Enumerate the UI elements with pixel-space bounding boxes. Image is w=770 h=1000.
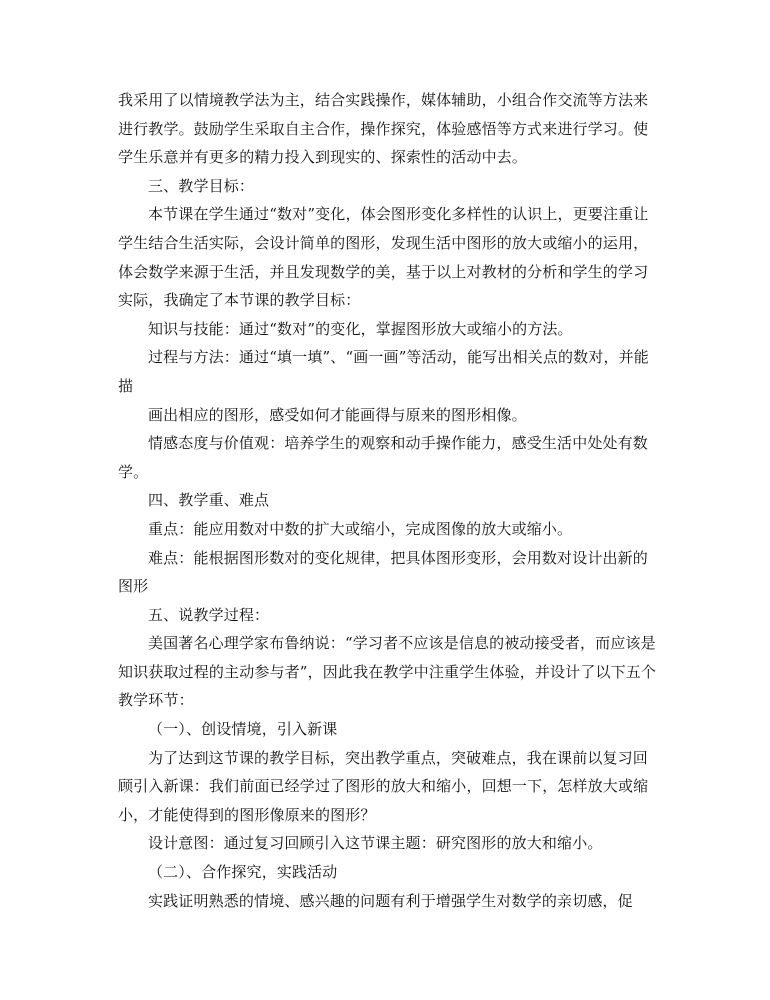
document-body xyxy=(118,86,658,915)
subheading-cooperative-exploration: （二）、合作探究，实践活动 xyxy=(148,863,338,882)
paragraph-emotion-values: 情感态度与价值观：培养学生的观察和动手操作能力，感受生活中处处有数学。 xyxy=(118,434,648,481)
paragraph-practice-proof: 实践证明熟悉的情境、感兴趣的问题有利于增强学生对数学的亲切感，促 xyxy=(148,891,633,910)
paragraph-key-point: 重点：能应用数对中数的扩大或缩小，完成图像的放大或缩小。 xyxy=(148,519,573,538)
subheading-create-situation: （一）、创设情境，引入新课 xyxy=(148,720,338,739)
paragraph-knowledge-skills: 知识与技能：通过“数对”的变化，掌握图形放大或缩小的方法。 xyxy=(148,319,573,338)
paragraph-goals-intro: 本节课在学生通过“数对”变化，体会图形变化多样性的认识上，更要注重让学生结合生活实际，会设计简单的图形，发现生活中图形的放大或缩小的运用，体会数学来源于生活，并且发现数学的美，基于以上对教材的分析和学生的学习实际，我确定了本节课的教学目标： xyxy=(118,205,649,310)
section-heading-teaching-process: 五、说教学过程： xyxy=(148,605,270,624)
paragraph-teaching-methods: 我采用了以情境教学法为主，结合实践操作，媒体辅助，小组合作交流等方法来进行教学。鼓励学生采取自主合作，操作探究，体验感悟等方式来进行学习。使学生乐意并有更多的精力投入到现实的、探索性的活动中去。 xyxy=(118,91,649,167)
paragraph-review-intro: 为了达到这节课的教学目标，突出教学重点，突破难点，我在课前以复习回顾引入新课：我们前面已经学过了图形的放大和缩小，回想一下，怎样放大或缩小，才能使得到的图形像原来的图形？ xyxy=(118,748,649,824)
paragraph-process-methods: 过程与方法：通过“填一填”、“画一画”等活动，能写出相关点的数对，并能描 xyxy=(118,348,649,395)
section-heading-key-difficult-points: 四、教学重、难点 xyxy=(148,491,270,510)
paragraph-difficult-point: 难点：能根据图形数对的变化规律，把具体图形变形，会用数对设计出新的图形 xyxy=(118,548,648,596)
paragraph-bruner-quote: 美国著名心理学家布鲁纳说：“学习者不应该是信息的被动接受者，而应该是知识获取过程的主动参与者”，因此我在教学中注重学生体验，并设计了以下五个教学环节： xyxy=(118,634,657,710)
paragraph-design-intent: 设计意图：通过复习回顾引入这节课主题：研究图形的放大和缩小。 xyxy=(148,834,603,853)
paragraph-process-methods-continued: 画出相应的图形，感受如何才能画得与原来的图形相像。 xyxy=(148,405,527,424)
section-heading-teaching-goals: 三、教学目标： xyxy=(148,176,255,195)
